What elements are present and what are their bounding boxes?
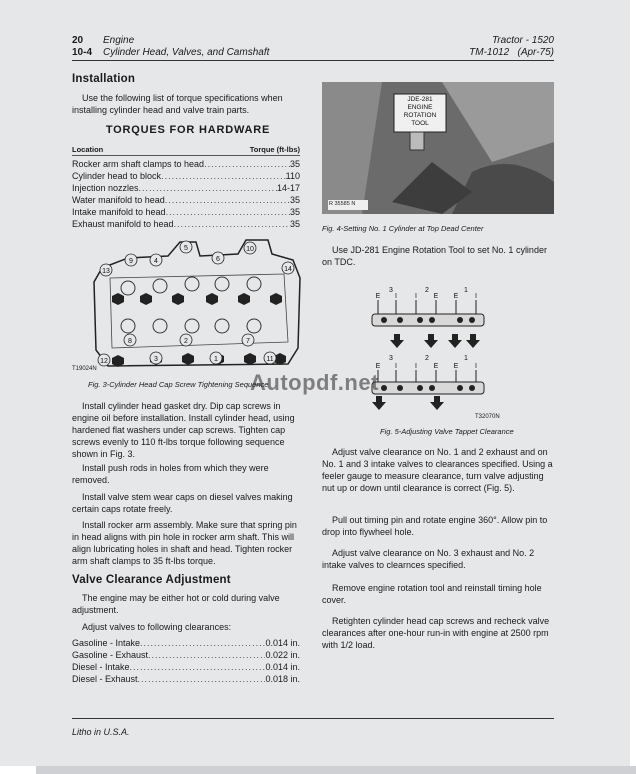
svg-text:2: 2 <box>425 287 429 294</box>
valve-clearance-para-1: The engine may be either hot or cold during valve adjustment. <box>72 593 280 615</box>
model-name: Tractor - 1520 <box>491 35 554 46</box>
seq-3: 3 <box>154 356 158 363</box>
seq-7: 7 <box>246 338 250 345</box>
svg-text:I: I <box>475 293 477 300</box>
manual-id: TM-1012 (Apr-75) <box>469 47 554 58</box>
installation-para-2: Install push rods in holes from which they were removed. <box>72 463 269 485</box>
table-row: Rocker arm shaft clamps to head ..... 35 <box>72 159 300 170</box>
installation-para-1: Install cylinder head gasket dry. Dip cap screws in engine oil before installation. Install cylinder head, using hardened flat washers under cap screws. Tighten cap screws evenly to 110 ft-lbs torque following sequence shown in Fig. 3. <box>72 401 295 459</box>
svg-text:3: 3 <box>389 355 393 362</box>
svg-text:I: I <box>395 293 397 300</box>
fig5-caption: Fig. 5-Adjusting Valve Tappet Clearance <box>380 427 514 436</box>
seq-12: 12 <box>100 358 108 365</box>
column-location: Location <box>72 145 104 154</box>
seq-4: 4 <box>154 258 158 265</box>
seq-9: 9 <box>129 258 133 265</box>
seq-1: 1 <box>214 356 218 363</box>
right-para-5: Remove engine rotation tool and reinstall timing hole cover. <box>322 583 542 605</box>
svg-text:E: E <box>375 293 381 300</box>
table-row: Intake manifold to head ..... 35 <box>72 207 300 218</box>
valve-clearance-heading: Valve Clearance Adjustment <box>72 574 231 586</box>
svg-text:E: E <box>453 363 459 370</box>
fig5-code: T32070N <box>475 414 500 420</box>
fig3-caption: Fig. 3-Cylinder Head Cap Screw Tightening Sequence <box>88 380 269 389</box>
fig4-caption: Fig. 4-Setting No. 1 Cylinder at Top Dead Center <box>322 224 484 233</box>
section-number: 10-4 <box>72 47 93 58</box>
table-rule <box>72 155 300 156</box>
right-para-2: Adjust valve clearance on No. 1 and 2 exhaust and on No. 1 and 3 intake valves to clearances specified. Using a feeler gauge to measure clearance, turn valve adjusting nut up or down until clearance is correct (Fig. 5). <box>322 447 553 493</box>
seq-5: 5 <box>184 245 188 252</box>
seq-13: 13 <box>102 268 110 275</box>
right-para-3: Pull out timing pin and rotate engine 360°. Allow pin to drop into flywheel hole. <box>322 515 548 537</box>
valve-tappet-diagram <box>370 284 496 414</box>
svg-text:I: I <box>395 363 397 370</box>
svg-text:1: 1 <box>464 355 468 362</box>
torque-table-header <box>72 145 300 154</box>
svg-text:I: I <box>415 293 417 300</box>
svg-text:E: E <box>433 363 439 370</box>
page-number: 20 <box>72 35 84 46</box>
fig3-code: T19024N <box>72 366 97 372</box>
header-rule <box>72 60 554 61</box>
svg-text:E: E <box>433 293 439 300</box>
cylinder-head-diagram <box>88 238 304 376</box>
seq-14: 14 <box>284 266 292 273</box>
installation-intro: Use the following list of torque specifications when installing cylinder head and valve train parts. <box>72 93 283 115</box>
seq-10: 10 <box>246 246 254 253</box>
page-edge <box>36 766 636 774</box>
table-row: Cylinder head to block ..... 110 <box>72 171 300 182</box>
subsection-title: Cylinder Head, Valves, and Camshaft <box>103 47 270 58</box>
list-item: Gasoline - Exhaust ..... 0.022 in. <box>72 650 300 661</box>
installation-heading: Installation <box>72 73 136 85</box>
list-item: Diesel - Exhaust ..... 0.018 in. <box>72 674 300 685</box>
svg-text:E: E <box>375 363 381 370</box>
section-title: Engine <box>103 35 135 46</box>
tool-label: JDE-281 ENGINE ROTATION TOOL <box>403 96 437 127</box>
seq-2: 2 <box>184 338 188 345</box>
list-item: Diesel - Intake ..... 0.014 in. <box>72 662 300 673</box>
watermark: Autopdf.net <box>250 370 379 395</box>
list-item: Gasoline - Intake ..... 0.014 in. <box>72 638 300 649</box>
right-para-4: Adjust valve clearance on No. 3 exhaust and No. 2 intake valves to clearnces specified. <box>322 548 535 570</box>
seq-6: 6 <box>216 256 220 263</box>
svg-text:1: 1 <box>464 287 468 294</box>
valve-clearance-para-2: Adjust valves to following clearances: <box>82 622 232 632</box>
torque-table-heading: TORQUES FOR HARDWARE <box>105 124 271 136</box>
seq-8: 8 <box>128 338 132 345</box>
right-para-1: Use JD-281 Engine Rotation Tool to set No. 1 cylinder on TDC. <box>322 245 547 267</box>
svg-text:I: I <box>475 363 477 370</box>
engine-rotation-photo <box>322 82 554 214</box>
table-row: Injection nozzles ..... 14-17 <box>72 183 300 194</box>
right-para-6: Retighten cylinder head cap screws and recheck valve clearances after one-hour run-in with engine at 2500 rpm with 1/2 load. <box>322 616 550 650</box>
litho-note: Litho in U.S.A. <box>72 727 130 737</box>
photo-code: R 35585 N <box>329 201 356 207</box>
seq-11: 11 <box>266 356 274 363</box>
footer-rule <box>72 718 554 719</box>
svg-text:E: E <box>453 293 459 300</box>
table-row: Exhaust manifold to head ..... 35 <box>72 219 300 230</box>
installation-para-4: Install rocker arm assembly. Make sure that spring pin in head aligns with pin hole in rocker arm shaft. This will align lubricating holes in shaft and head. Tighten rocker arm shaft clamps to 35 ft-lbs torque. <box>72 520 297 566</box>
svg-text:3: 3 <box>389 287 393 294</box>
column-torque: Torque (ft-lbs) <box>249 145 300 154</box>
svg-text:I: I <box>415 363 417 370</box>
table-row: Water manifold to head ..... 35 <box>72 195 300 206</box>
installation-para-3: Install valve stem wear caps on diesel valves making certain caps rotate freely. <box>72 492 293 514</box>
svg-text:2: 2 <box>425 355 429 362</box>
